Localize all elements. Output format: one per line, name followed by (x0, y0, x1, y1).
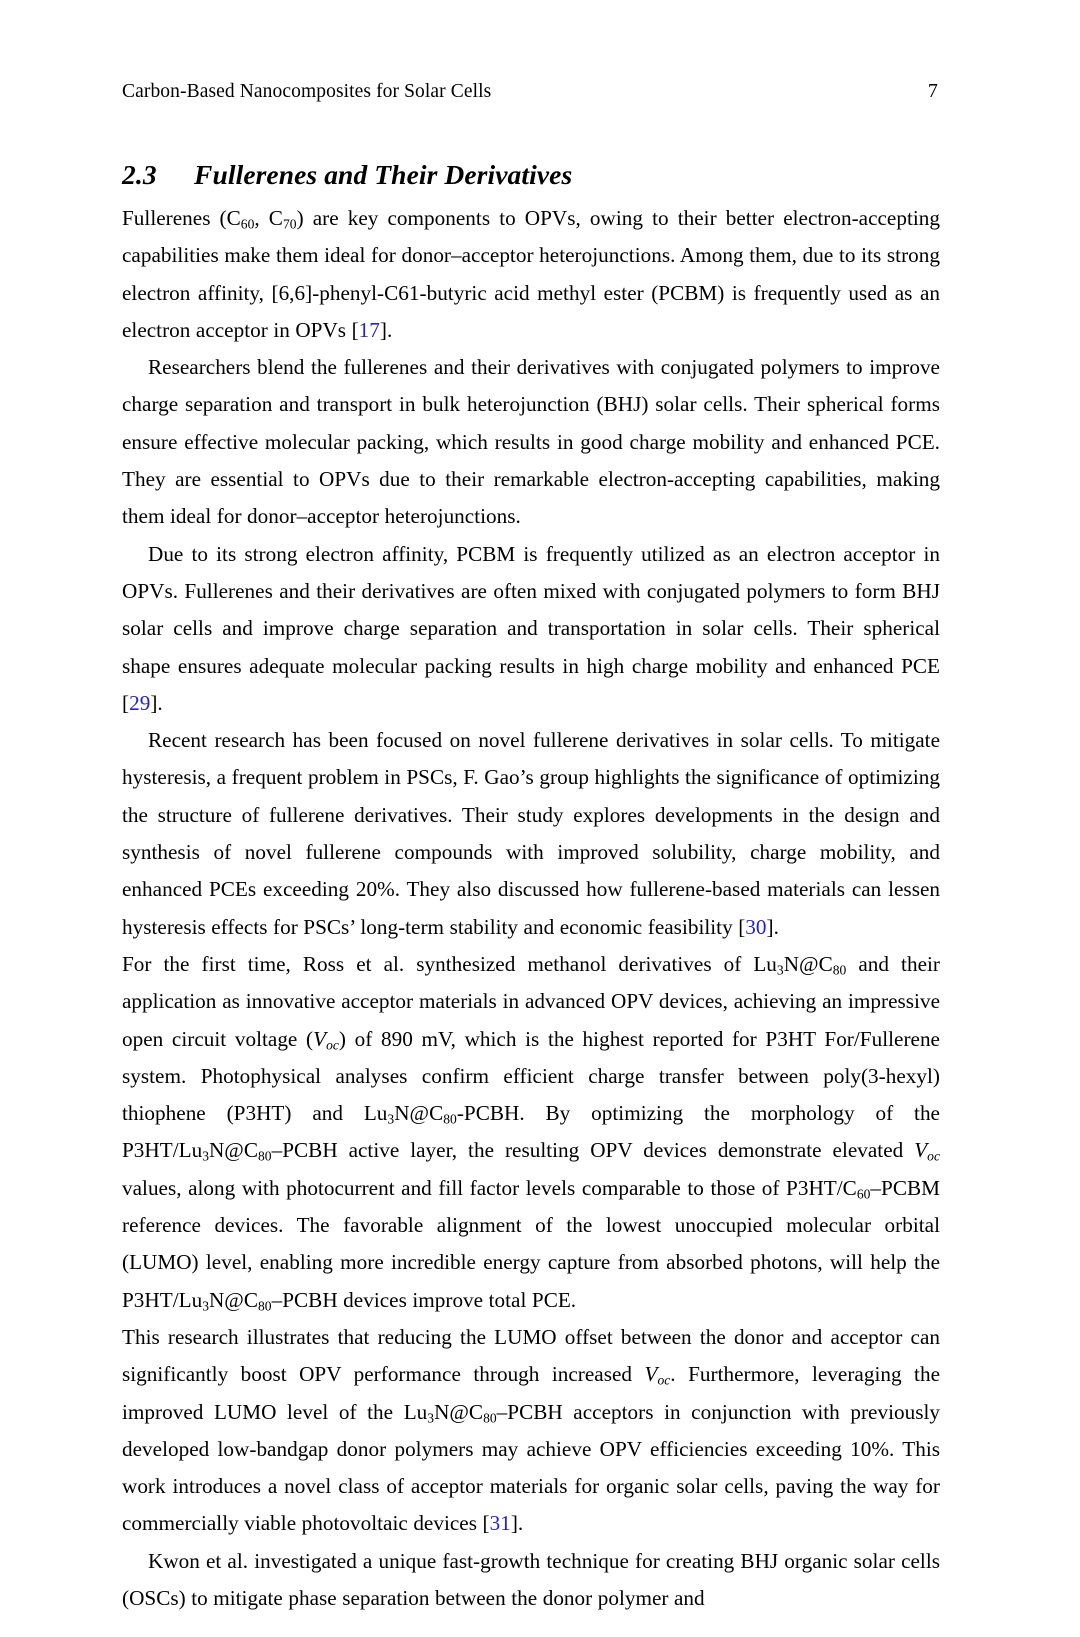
paragraph-6: This research illustrates that reducing the LUMO offset between the donor and acceptor can significantly boost OPV performance through increased $V_{oc}$. Furthermore, leveraging the improved LUMO level of the $Lu_3N@C_{80}$–PCBH acceptors in conjunction with previously developed low-bandgap donor polymers may achieve OPV efficiencies exceeding 10%. This work introduces a novel class of acceptor materials for organic solar cells, paving the way for commercially viable photovoltaic devices [31]. (122, 1324, 940, 1536)
subscript-c80: 80 (832, 962, 847, 978)
subscript-c70: 70 (282, 216, 297, 232)
section-heading (122, 157, 938, 193)
body-text-column (122, 200, 940, 1617)
citation-link-29[interactable]: 29 (129, 690, 151, 715)
paragraph-3: Due to its strong electron affinity, PCBM is frequently utilized as an electron acceptor in OPVs. Fullerenes and their derivatives are often mixed with conjugated polymers to form BHJ solar cells and improve charge separation and transportation in solar cells. Their spherical shape ensures adequate molecular packing results in high charge mobility and enhanced PCE [29]. (122, 541, 940, 715)
section-title: Fullerenes and Their Derivatives (194, 158, 573, 190)
variable-voc: $V_{oc}$ (313, 1026, 339, 1052)
paragraph-7: Kwon et al. investigated a unique fast-growth technique for creating BHJ organic solar cells (OSCs) to mitigate phase separation between the donor polymer and (122, 1548, 940, 1610)
section-number: 2.3 (122, 158, 157, 190)
paragraph-2: Researchers blend the fullerenes and their derivatives with conjugated polymers to improve charge separation and transport in bulk heterojunction (BHJ) solar cells. Their spherical forms ensure effective molecular packing, which results in good charge mobility and enhanced PCE. They are essential to OPVs due to their remarkable electron-accepting capabilities, making them ideal for donor–acceptor heterojunctions. (122, 355, 940, 529)
subscript-c60: 60 (240, 216, 255, 232)
running-head-title: Carbon-Based Nanocomposites for Solar Cells (122, 81, 492, 102)
running-head (122, 78, 938, 105)
citation-link-30[interactable]: 30 (745, 914, 767, 939)
paragraph-5: For the first time, Ross et al. synthesized methanol derivatives of $Lu_3N@C_{80}$ and their application as innovative acceptor materials in advanced OPV devices, achieving an impressive open circuit voltage $(V_{oc})$ of 890 mV, which is the highest reported for P3HT For/Fullerene system. Photophysical analyses confirm efficient charge transfer between poly(3-hexyl) thiophene (P3HT) and $Lu_3N@C_{80}$-PCBH. By optimizing the morphology of the $P3HT/Lu_3N@C_{80}$–PCBH active layer, the resulting OPV devices demonstrate elevated $V_{oc}$ values, along with photocurrent and fill factor levels comparable to those of $P3HT/C_{60}$–PCBM reference devices. The favorable alignment of the lowest unoccupied molecular orbital (LUMO) level, enabling more incredible energy capture from absorbed photons, will help the $P3HT/Lu_3N@C_{80}$–PCBH devices improve total PCE. (122, 951, 940, 1313)
citation-link-17[interactable]: 17 (358, 317, 380, 342)
subscript-lu3: 3 (776, 962, 784, 978)
page-number: 7 (927, 80, 938, 102)
paragraph-1: Fullerenes ($C_{60}$, $C_{70}$) are key components to OPVs, owing to their better electron-accepting capabilities make them ideal for donor–acceptor heterojunctions. Among them, due to its strong electron affinity, [6,6]-phenyl-C61-butyric acid methyl ester (PCBM) is frequently used as an electron acceptor in OPVs [17]. (122, 206, 941, 342)
citation-link-31[interactable]: 31 (489, 1511, 511, 1536)
paragraph-4: Recent research has been focused on novel fullerene derivatives in solar cells. To mitigate hysteresis, a frequent problem in PSCs, F. Gao’s group highlights the significance of optimizing the structure of fullerene derivatives. Their study explores developments in the design and synthesis of novel fullerene compounds with improved solubility, charge mobility, and enhanced PCEs exceeding 20%. They also discussed how fullerene-based materials can lessen hysteresis effects for PSCs’ long-term stability and economic feasibility [30]. (122, 728, 940, 939)
